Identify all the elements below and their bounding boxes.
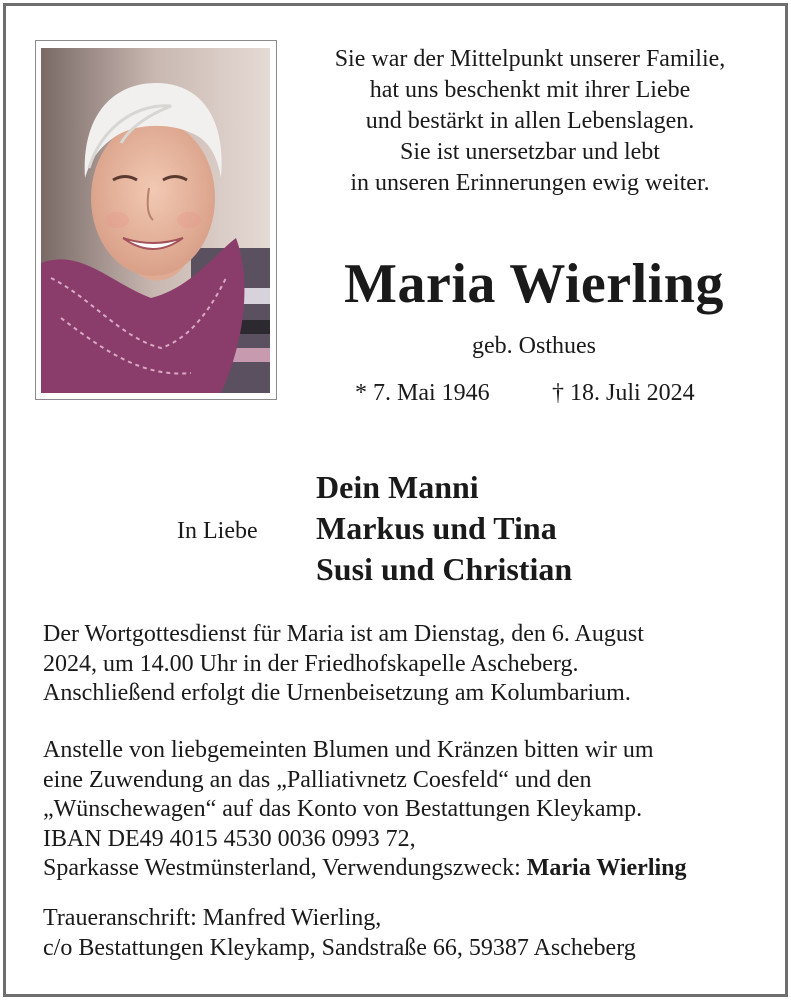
verse-line: Sie ist unersetzbar und lebt bbox=[400, 139, 660, 165]
address-line: c/o Bestattungen Kleykamp, Sandstraße 66, 59387 Ascheberg bbox=[43, 934, 636, 961]
mourners-list bbox=[316, 467, 572, 590]
maiden-name: geb. Osthues bbox=[472, 333, 596, 359]
verse-line: in unseren Erinnerungen ewig weiter. bbox=[350, 170, 710, 196]
mourners-prefix: In Liebe bbox=[177, 518, 258, 544]
portrait-photo bbox=[41, 48, 270, 393]
address-paragraph bbox=[43, 904, 783, 963]
donation-line: „Wünschewagen“ auf das Konto von Bestattungen Kleykamp. bbox=[43, 796, 643, 822]
verse-line: Sie war der Mittelpunkt unserer Familie, bbox=[334, 46, 726, 72]
service-line: 2024, um 14.00 Uhr in der Friedhofskapelle Ascheberg. bbox=[43, 650, 579, 677]
mourner-name: Markus und Tina bbox=[316, 510, 557, 546]
donation-bank-text: Sparkasse Westmünsterland, Verwendungszweck: bbox=[43, 855, 527, 881]
portrait-frame bbox=[35, 40, 277, 400]
service-paragraph bbox=[43, 620, 783, 709]
memorial-verse bbox=[292, 44, 768, 199]
donation-line: eine Zuwendung an das „Palliativnetz Coesfeld“ und den bbox=[43, 766, 592, 793]
address-line: Traueranschrift: Manfred Wierling, bbox=[43, 905, 382, 931]
verse-line: hat uns beschenkt mit ihrer Liebe bbox=[369, 77, 691, 103]
birth-date: * 7. Mai 1946 bbox=[355, 380, 490, 406]
mourner-name: Susi und Christian bbox=[316, 551, 573, 587]
verse-line: und bestärkt in allen Lebenslagen. bbox=[365, 108, 695, 134]
mourner-name: Dein Manni bbox=[316, 469, 479, 505]
death-date: † 18. Juli 2024 bbox=[552, 380, 695, 406]
deceased-name: Maria Wierling bbox=[344, 253, 724, 315]
donation-line: Anstelle von liebgemeinten Blumen und Kränzen bitten wir um bbox=[43, 737, 654, 763]
service-line: Der Wortgottesdienst für Maria ist am Dienstag, den 6. August bbox=[43, 621, 644, 647]
donation-reference: Maria Wierling bbox=[526, 855, 687, 881]
donation-line bbox=[43, 854, 783, 884]
donation-line: IBAN DE49 4015 4530 0036 0993 72, bbox=[43, 825, 416, 852]
service-line: Anschließend erfolgt die Urnenbeisetzung am Kolumbarium. bbox=[43, 680, 631, 706]
donation-paragraph bbox=[43, 736, 783, 884]
